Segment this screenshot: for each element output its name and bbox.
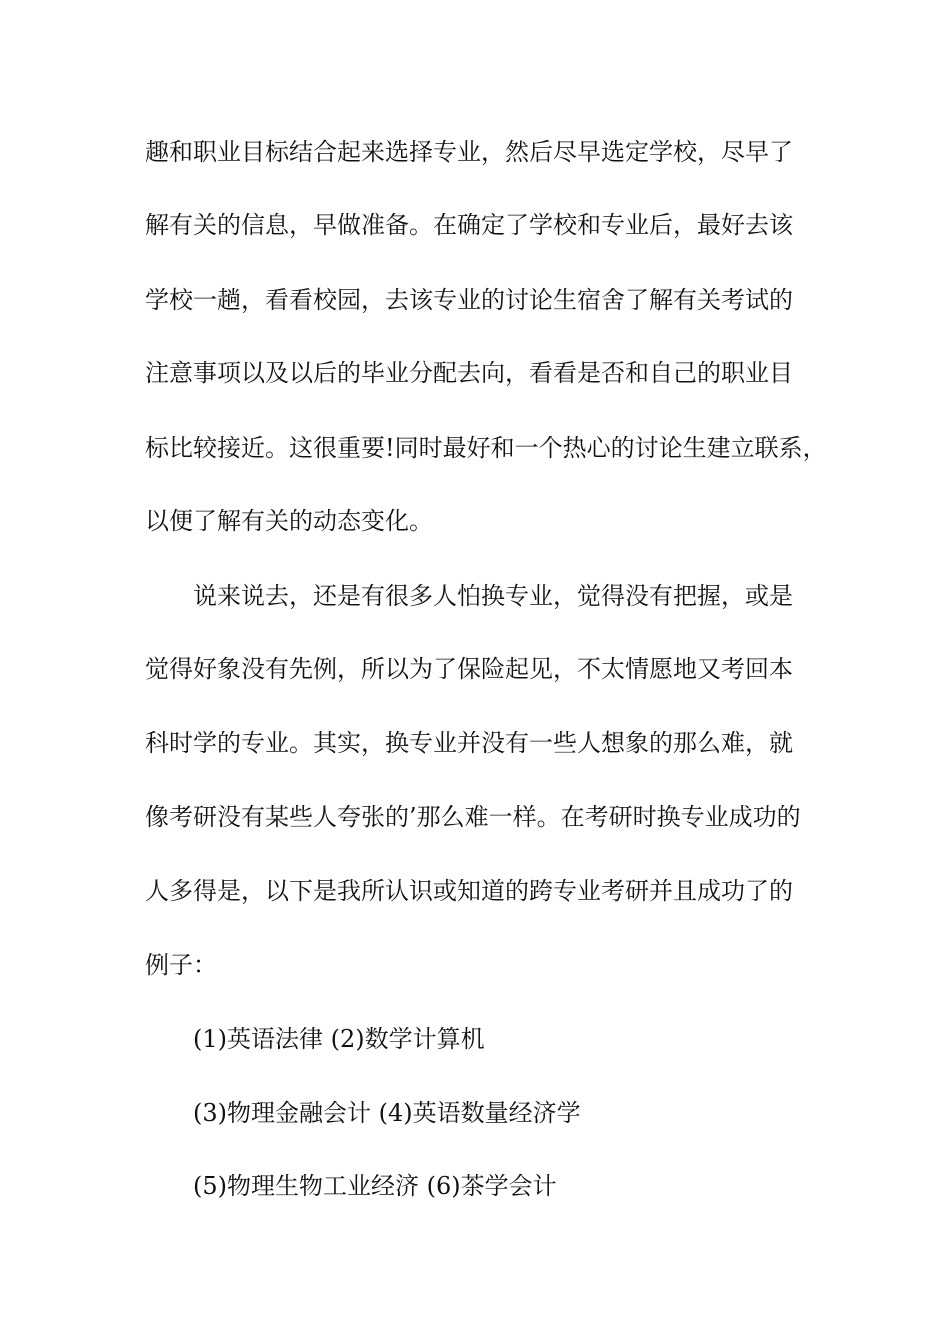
paragraph-1-line-5: 标比较接近。这很重要!同时最好和一个热心的讨论生建立联系， [145,434,827,462]
paragraph-2-line-4: 像考研没有某些人夸张的’那么难一样。在考研时换专业成功的 [145,803,801,831]
paragraph-2-line-6: 例子： [145,951,217,979]
paragraph-1-line-4: 注意事项以及以后的毕业分配去向，看看是否和自己的职业目 [145,359,793,387]
paragraph-1-line-3: 学校一趟，看看校园，去该专业的讨论生宿舍了解有关考试的 [145,286,793,314]
example-item-1: (1)英语法律 (2)数学计算机 [193,1025,485,1053]
paragraph-2-line-3: 科时学的专业。其实，换专业并没有一些人想象的那么难，就 [145,729,793,757]
paragraph-1-line-6: 以便了解有关的动态变化。 [145,507,433,535]
paragraph-1-line-2: 解有关的信息，早做准备。在确定了学校和专业后，最好去该 [145,211,793,239]
example-item-2: (3)物理金融会计 (4)英语数量经济学 [193,1099,581,1127]
example-item-3: (5)物理生物工业经济 (6)茶学会计 [193,1172,557,1200]
paragraph-2-line-2: 觉得好象没有先例，所以为了保险起见，不太情愿地又考回本 [145,655,793,683]
paragraph-1-line-1: 趣和职业目标结合起来选择专业，然后尽早选定学校，尽早了 [145,138,793,166]
paragraph-2-line-5: 人多得是，以下是我所认识或知道的跨专业考研并且成功了的 [145,877,793,905]
paragraph-2-line-1: 说来说去，还是有很多人怕换专业，觉得没有把握，或是 [193,582,793,610]
